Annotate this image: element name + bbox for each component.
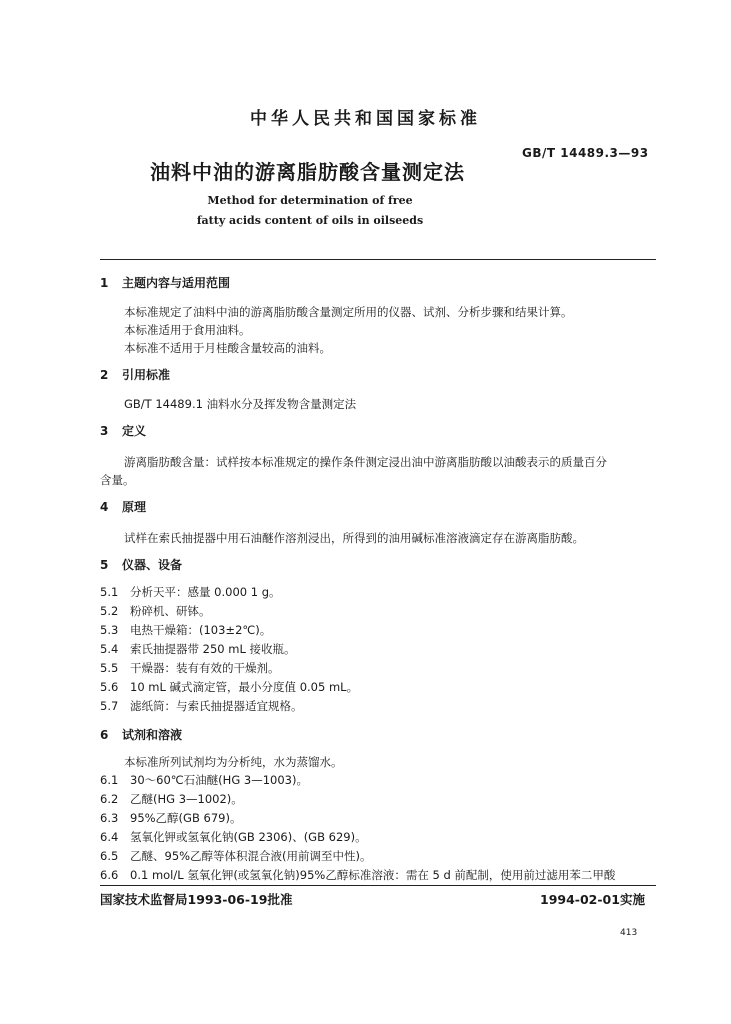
- document-title: 油料中油的游离脂肪酸含量测定法: [150, 160, 465, 184]
- paragraph: 本标准不适用于月桂酸含量较高的油料。: [124, 341, 331, 355]
- paragraph: GB/T 14489.1 油料水分及挥发物含量测定法: [124, 397, 357, 411]
- list-item: 6.3 95%乙醇(GB 679)。: [100, 811, 242, 825]
- section-1-heading: [100, 274, 230, 291]
- section-number: 3: [100, 424, 109, 438]
- list-item: 6.6 0.1 mol/L 氢氧化钾(或氢氧化钠)95%乙醇标准溶液：需在 5 d 前配制，使用前过滤用苯二甲酸: [100, 868, 616, 882]
- english-title-line-2: fatty acids content of oils in oilseeds: [196, 214, 424, 227]
- list-item: 6.2 乙醚(HG 3—1002)。: [100, 792, 243, 806]
- header-divider: [100, 259, 656, 260]
- list-item: 6.4 氢氧化钾或氢氧化钠(GB 2306)、(GB 629)。: [100, 830, 367, 844]
- section-title: 试剂和溶液: [122, 728, 183, 742]
- list-item: 5.3 电热干燥箱：(103±2℃)。: [100, 623, 272, 637]
- paragraph-continuation: 含量。: [100, 473, 135, 487]
- list-item: 5.7 滤纸筒：与索氏抽提器适宜规格。: [100, 699, 303, 713]
- standard-code: GB/T 14489.3—93: [522, 146, 649, 160]
- section-number: 1: [100, 276, 109, 290]
- section-title: 引用标准: [122, 368, 171, 382]
- section-2-heading: [100, 366, 170, 383]
- list-item: 5.2 粉碎机、研钵。: [100, 604, 211, 618]
- section-3-heading: [100, 422, 146, 439]
- standard-org-heading: 中华人民共和国国家标准: [250, 109, 481, 129]
- section-4-heading: [100, 498, 146, 515]
- effective-date: 1994-02-01实施: [540, 892, 645, 907]
- section-5-heading: [100, 556, 182, 573]
- section-title: 定义: [122, 424, 147, 438]
- section-6-heading: [100, 726, 182, 743]
- paragraph: 试样在索氏抽提器中用石油醚作溶剂浸出，所得到的油用碱标准溶液滴定存在游离脂肪酸。: [124, 531, 584, 545]
- section-number: 5: [100, 558, 109, 572]
- section-title: 原理: [122, 500, 147, 514]
- page-number: 413: [620, 928, 638, 938]
- list-item: 5.5 干燥器：装有有效的干燥剂。: [100, 661, 280, 675]
- english-title-line-1: Method for determination of free: [207, 194, 413, 207]
- footer-divider: [100, 885, 656, 886]
- section-title: 仪器、设备: [122, 558, 183, 572]
- section-number: 4: [100, 500, 109, 514]
- list-item: 5.6 10 mL 碱式滴定管，最小分度值 0.05 mL。: [100, 680, 359, 694]
- paragraph: 本标准规定了油料中油的游离脂肪酸含量测定所用的仪器、试剂、分析步骤和结果计算。: [124, 305, 573, 319]
- list-item: 5.1 分析天平：感量 0.000 1 g。: [100, 585, 281, 599]
- list-item: 6.5 乙醚、95%乙醇等体积混合液(用前调至中性)。: [100, 849, 372, 863]
- paragraph: 本标准所列试剂均为分析纯，水为蒸馏水。: [124, 755, 343, 769]
- section-number: 2: [100, 368, 109, 382]
- paragraph: 本标准适用于食用油料。: [124, 323, 251, 337]
- approval-date: 国家技术监督局1993-06-19批准: [100, 892, 293, 907]
- section-title: 主题内容与适用范围: [122, 276, 231, 290]
- paragraph: 游离脂肪酸含量：试样按本标准规定的操作条件测定浸出油中游离脂肪酸以油酸表示的质量百分: [124, 455, 607, 469]
- section-number: 6: [100, 728, 109, 742]
- list-item: 5.4 索氏抽提器带 250 mL 接收瓶。: [100, 642, 296, 656]
- list-item: 6.1 30～60℃石油醚(HG 3—1003)。: [100, 773, 308, 787]
